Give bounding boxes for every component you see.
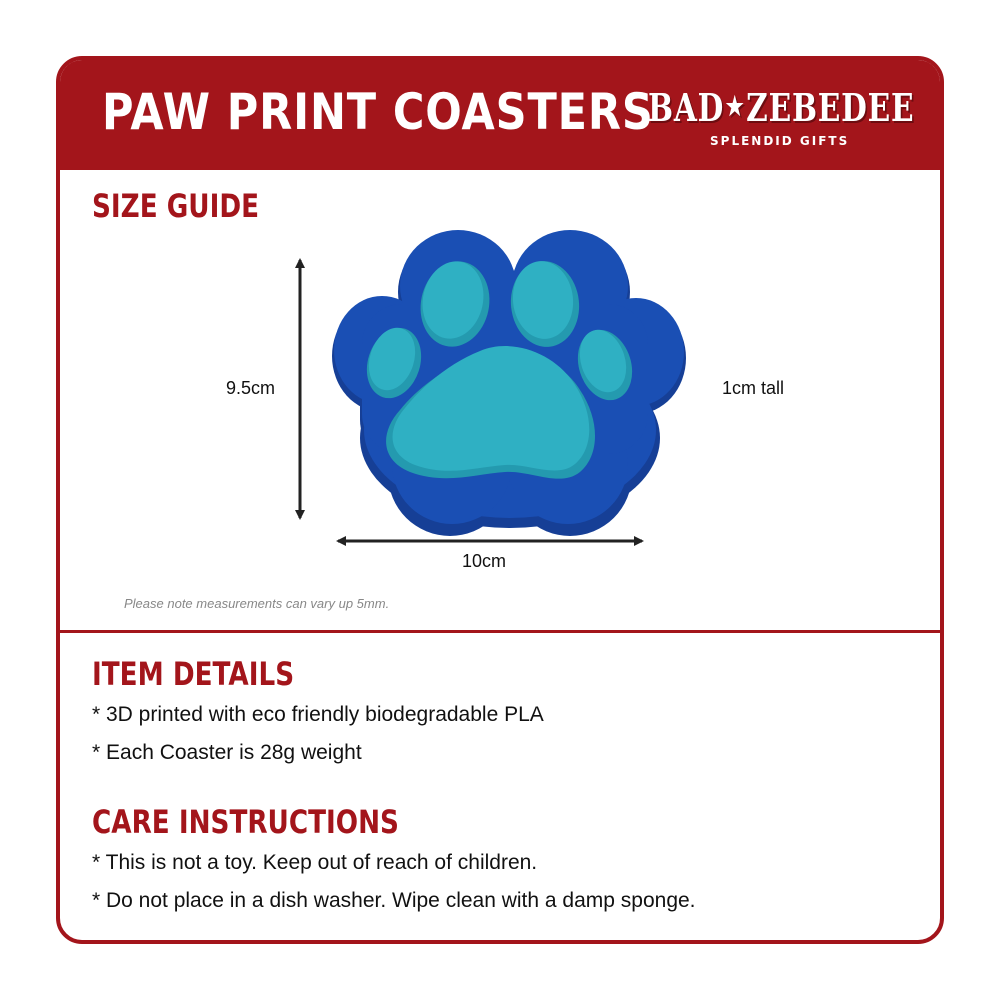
height-label: 9.5cm [226, 378, 276, 398]
star-icon: ★ [725, 92, 745, 122]
item-details-list [92, 704, 544, 764]
paw-coaster-icon [332, 230, 686, 536]
logo-word-left: BAD [648, 85, 725, 130]
item-details-heading: ITEM DETAILS [92, 655, 295, 693]
size-guide-heading: SIZE GUIDE [92, 187, 260, 225]
page-title: PAW PRINT COASTERS [102, 83, 654, 141]
logo-tagline: SPLENDID GIFTS [710, 134, 850, 148]
list-item: * 3D printed with eco friendly biodegradable PLA [92, 703, 544, 726]
logo-word-right: ZEBEDEE [746, 85, 915, 130]
list-item: * Each Coaster is 28g weight [92, 741, 362, 764]
list-item: * This is not a toy. Keep out of reach of children. [92, 851, 538, 874]
measurement-note: Please note measurements can vary up 5mm. [124, 596, 390, 611]
list-item: * Do not place in a dish washer. Wipe clean with a damp sponge. [92, 889, 696, 912]
care-instructions-list [92, 852, 696, 912]
care-instructions-heading: CARE INSTRUCTIONS [92, 803, 399, 841]
width-label: 10cm [462, 551, 507, 571]
section-divider [60, 630, 940, 633]
size-diagram [60, 60, 940, 630]
info-card [56, 56, 944, 944]
depth-label: 1cm tall [722, 378, 785, 398]
